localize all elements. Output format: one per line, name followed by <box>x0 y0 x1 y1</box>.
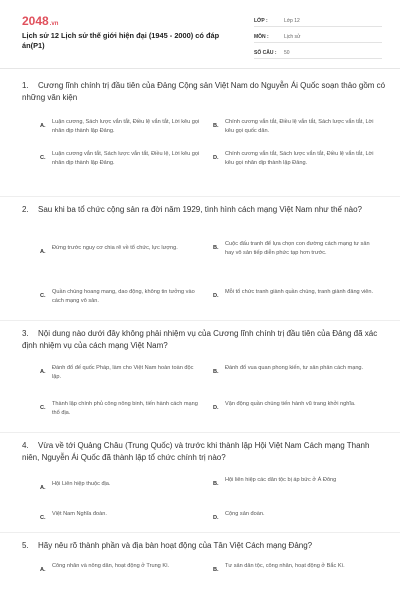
q4-option-d[interactable] <box>213 510 375 523</box>
option-text: Cuộc đấu tranh để lựa chọn con đường cách mạng tư sản hay vô sản tiếp diễn phức tạp hơn trước. <box>225 241 370 256</box>
question-text: Cương lĩnh chính trị đầu tiên của Đảng Cộng sản Việt Nam do Nguyễn Ái Quốc soạn thảo gồm có những văn kiện <box>22 81 386 102</box>
question-number: 4. <box>22 441 29 450</box>
q5-option-a[interactable] <box>40 562 202 575</box>
q2-option-d[interactable] <box>213 288 375 301</box>
site-logo[interactable] <box>22 14 58 28</box>
meta-table <box>254 14 382 62</box>
option-text: Hội liên hiệp các dân tộc bị áp bức ở Á Đông <box>225 477 337 483</box>
meta-label: SỐ CÂU : <box>254 50 277 56</box>
question-text: Vừa về tới Quảng Châu (Trung Quốc) và trước khi thành lập Hội Việt Nam Cách mạng Thanh niên, Nguyễn Ái Quốc đã thành lập tổ chức chính trị nào? <box>22 441 370 462</box>
meta-label: MÔN : <box>254 34 269 40</box>
q3-option-a[interactable] <box>40 364 202 381</box>
question-text: Nội dung nào dưới đây không phải nhiệm vụ của Cương lĩnh chính trị đầu tiên của Đảng đã xác định nhiệm vụ của cách mạng Việt Nam? <box>22 329 378 350</box>
question-number: 2. <box>22 205 29 214</box>
meta-row-count <box>254 46 382 59</box>
q1-option-a[interactable] <box>40 118 202 135</box>
question-divider <box>0 532 400 533</box>
q2-option-b[interactable] <box>213 240 375 257</box>
logo-tld: .vn <box>49 21 59 27</box>
option-letter: B. <box>213 245 219 251</box>
option-text: Đứng trước nguy cơ chia rẽ về tổ chức, lực lượng. <box>52 245 178 251</box>
option-letter: A. <box>40 485 46 491</box>
meta-row-class <box>254 14 382 27</box>
option-text: Thành lập chính phủ công nông binh, tiến hành cách mạng thổ địa. <box>52 401 198 416</box>
option-text: Việt Nam Nghĩa đoàn. <box>52 511 107 517</box>
q1-option-d[interactable] <box>213 150 375 167</box>
question-divider <box>0 432 400 433</box>
meta-label: LỚP : <box>254 18 268 24</box>
q1-option-b[interactable] <box>213 118 375 135</box>
option-letter: B. <box>213 567 219 573</box>
meta-value: Lịch sử <box>284 34 301 40</box>
meta-value: Lớp 12 <box>284 18 300 24</box>
option-text: Đánh đổ vua quan phong kiến, tư sản phản cách mạng. <box>225 365 364 371</box>
q4-option-a[interactable] <box>40 480 202 493</box>
option-text: Vận động quần chúng tiến hành vũ trang khởi nghĩa. <box>225 401 356 407</box>
meta-value: 50 <box>284 50 290 56</box>
option-letter: C. <box>40 405 46 411</box>
option-letter: A. <box>40 567 46 573</box>
option-text: Luận cương vắn tắt, Sách lược vắn tắt, Điều lệ, Lời kêu gọi nhân dịp thành lập Đảng. <box>52 151 200 166</box>
question-number: 1. <box>22 81 29 90</box>
question-1-stem <box>22 80 388 104</box>
option-letter: A. <box>40 249 46 255</box>
question-3-stem <box>22 328 388 352</box>
option-letter: C. <box>40 515 46 521</box>
q3-option-b[interactable] <box>213 364 375 377</box>
question-5-stem <box>22 540 388 552</box>
option-text: Chính cương vắn tắt, Sách lược vắn tắt, Điều lệ vắn tắt, Lời kêu gọi nhân dịp thành lập Đảng. <box>225 151 374 166</box>
option-text: Hội Liên hiệp thuộc địa. <box>52 481 111 487</box>
option-letter: D. <box>213 515 219 521</box>
option-text: Tư sản dân tộc, công nhân, hoạt động ở Bắc Kì. <box>225 563 345 569</box>
q4-option-b[interactable] <box>213 476 375 489</box>
question-text: Sau khi ba tổ chức cộng sản ra đời năm 1929, tình hình cách mạng Việt Nam như thế nào? <box>38 205 363 214</box>
question-divider <box>0 196 400 197</box>
option-letter: D. <box>213 155 219 161</box>
option-letter: D. <box>213 405 219 411</box>
option-text: Chính cương vắn tắt, Điều lệ vắn tắt, Sách lược vắn tắt, Lời kêu gọi quốc dân. <box>225 119 374 134</box>
logo-main: 2048 <box>22 14 49 28</box>
option-letter: B. <box>213 369 219 375</box>
q1-option-c[interactable] <box>40 150 202 167</box>
q3-option-d[interactable] <box>213 400 375 413</box>
document-header <box>0 0 400 62</box>
q2-option-c[interactable] <box>40 288 202 305</box>
question-number: 3. <box>22 329 29 338</box>
q2-option-a[interactable] <box>40 244 202 257</box>
q4-option-c[interactable] <box>40 510 202 523</box>
option-letter: C. <box>40 155 46 161</box>
option-letter: C. <box>40 293 46 299</box>
question-divider <box>0 320 400 321</box>
q3-option-c[interactable] <box>40 400 202 417</box>
question-4-stem <box>22 440 388 464</box>
question-2-stem <box>22 204 388 216</box>
option-text: Quần chúng hoang mang, dao động, không tin tưởng vào cách mạng vô sản. <box>52 289 195 304</box>
option-letter: A. <box>40 369 46 375</box>
q5-option-b[interactable] <box>213 562 375 575</box>
question-text: Hãy nêu rõ thành phần và địa bàn hoạt động của Tân Việt Cách mạng Đảng? <box>38 541 313 550</box>
option-text: Đánh đổ đế quốc Pháp, làm cho Việt Nam hoàn toàn độc lập. <box>52 365 194 380</box>
option-text: Cộng sản đoàn. <box>225 511 265 517</box>
header-divider <box>0 68 400 69</box>
option-letter: B. <box>213 123 219 129</box>
question-number: 5. <box>22 541 29 550</box>
option-letter: B. <box>213 481 219 487</box>
meta-row-subject <box>254 30 382 43</box>
option-text: Công nhân và nông dân, hoạt động ở Trung Kì. <box>52 563 170 569</box>
document-title: Lịch sử 12 Lịch sử thế giới hiện đại (1945 - 2000) có đáp án(P1) <box>22 31 220 50</box>
option-letter: A. <box>40 123 46 129</box>
option-text: Luận cương, Sách lược vắn tắt, Điều lệ vắn tắt, Lời kêu gọi nhân dịp thành lập Đảng. <box>52 119 200 134</box>
option-text: Mỗi tổ chức tranh giành quần chúng, tranh giành đảng viên. <box>225 289 374 295</box>
option-letter: D. <box>213 293 219 299</box>
